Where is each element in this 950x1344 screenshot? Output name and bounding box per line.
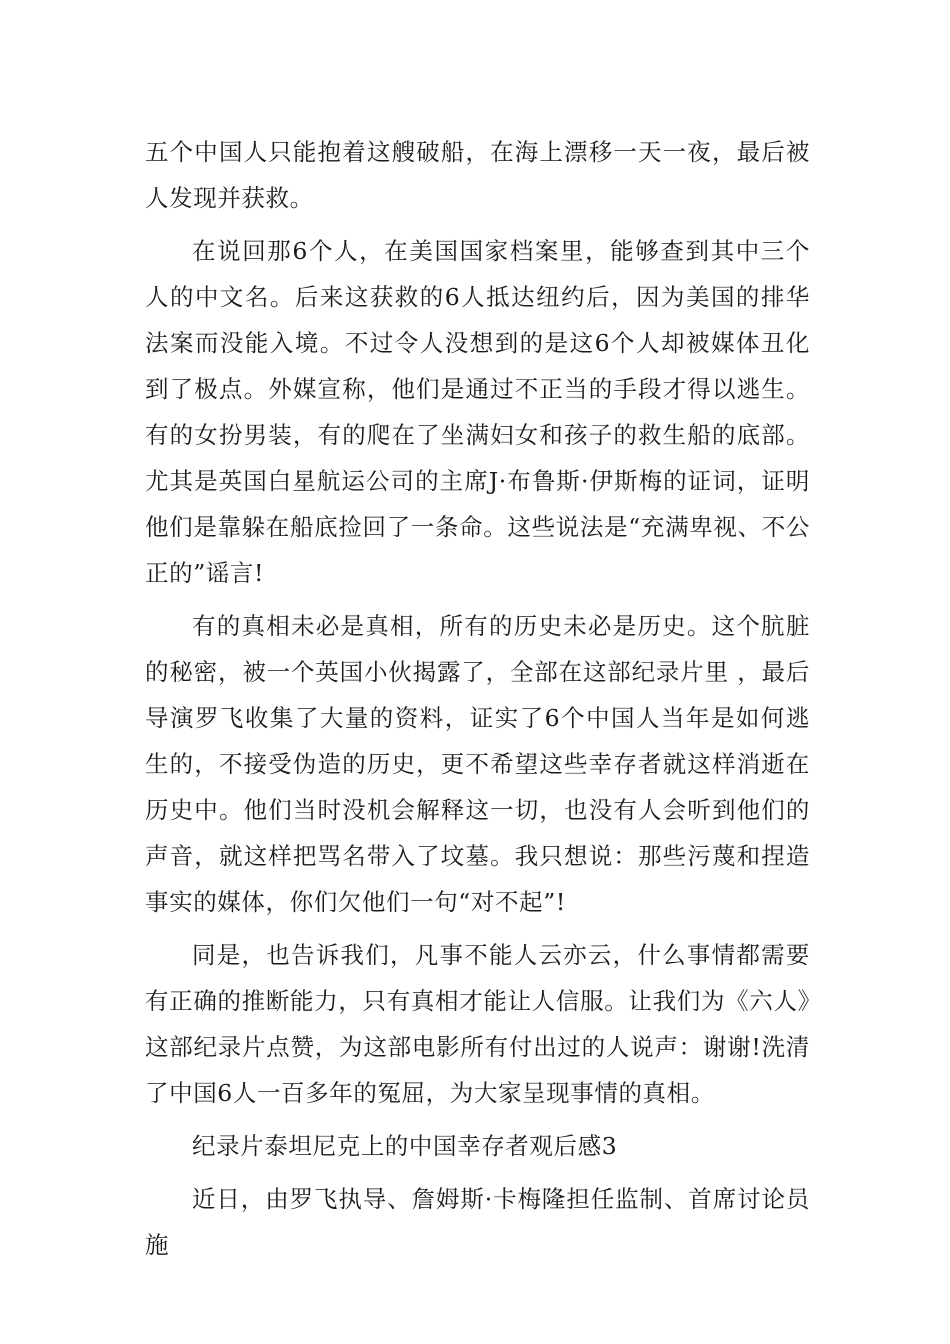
paragraph-gap	[145, 1116, 810, 1123]
document-body	[145, 129, 810, 1268]
paragraph-gap	[145, 925, 810, 932]
paragraph-continuation: 五个中国人只能抱着这艘破船，在海上漂移一天一夜，最后被人发现并获救。	[145, 138, 810, 212]
paragraph-survivors-names: 在说回那6个人，在美国国家档案里，能够查到其中三个人的中文名。后来这获救的6人抵达纽约后，因为美国的排华法案而没能入境。不过令人没想到的是这6个人却被媒体丑化到了极点。外媒宣称，他们是通过不正当的手段才得以逃生。有的女扮男装，有的爬在了坐满妇女和孩子的救生船的底部。尤其是英国白星航运公司的主席J·布鲁斯·伊斯梅的证词，证明他们是靠躲在船底捡回了一条命。这些说法是“充满卑视、不公正的”谣言!	[145, 237, 810, 587]
paragraph-gap	[145, 221, 810, 228]
paragraph-truth-revealed: 有的真相未必是真相，所有的历史未必是历史。这个肮脏的秘密，被一个英国小伙揭露了，全部在这部纪录片里 ，最后导演罗飞收集了大量的资料，证实了6个中国人当年是如何逃生的，不接受伪造的历史，更不希望这些幸存者就这样消逝在历史中。他们当时没机会解释这一切，也没有人会听到他们的声音，就这样把骂名带入了坟墓。我只想说：那些污蔑和捏造事实的媒体，你们欠他们一句“对不起”!	[145, 612, 810, 916]
paragraph-intro: 近日，由罗飞执导、詹姆斯·卡梅隆担任监制、首席讨论员施	[145, 1185, 810, 1259]
paragraph-gap	[145, 1169, 810, 1176]
paragraph-gap	[145, 596, 810, 603]
section-heading: 纪录片泰坦尼克上的中国幸存者观后感3	[192, 1132, 618, 1160]
paragraph-conclusion: 同是，也告诉我们，凡事不能人云亦云，什么事情都需要有正确的推断能力，只有真相才能让人信服。让我们为《六人》这部纪录片点赞，为这部电影所有付出过的人说声：谢谢!洗清了中国6人一百多年的冤屈，为大家呈现事情的真相。	[145, 941, 810, 1107]
